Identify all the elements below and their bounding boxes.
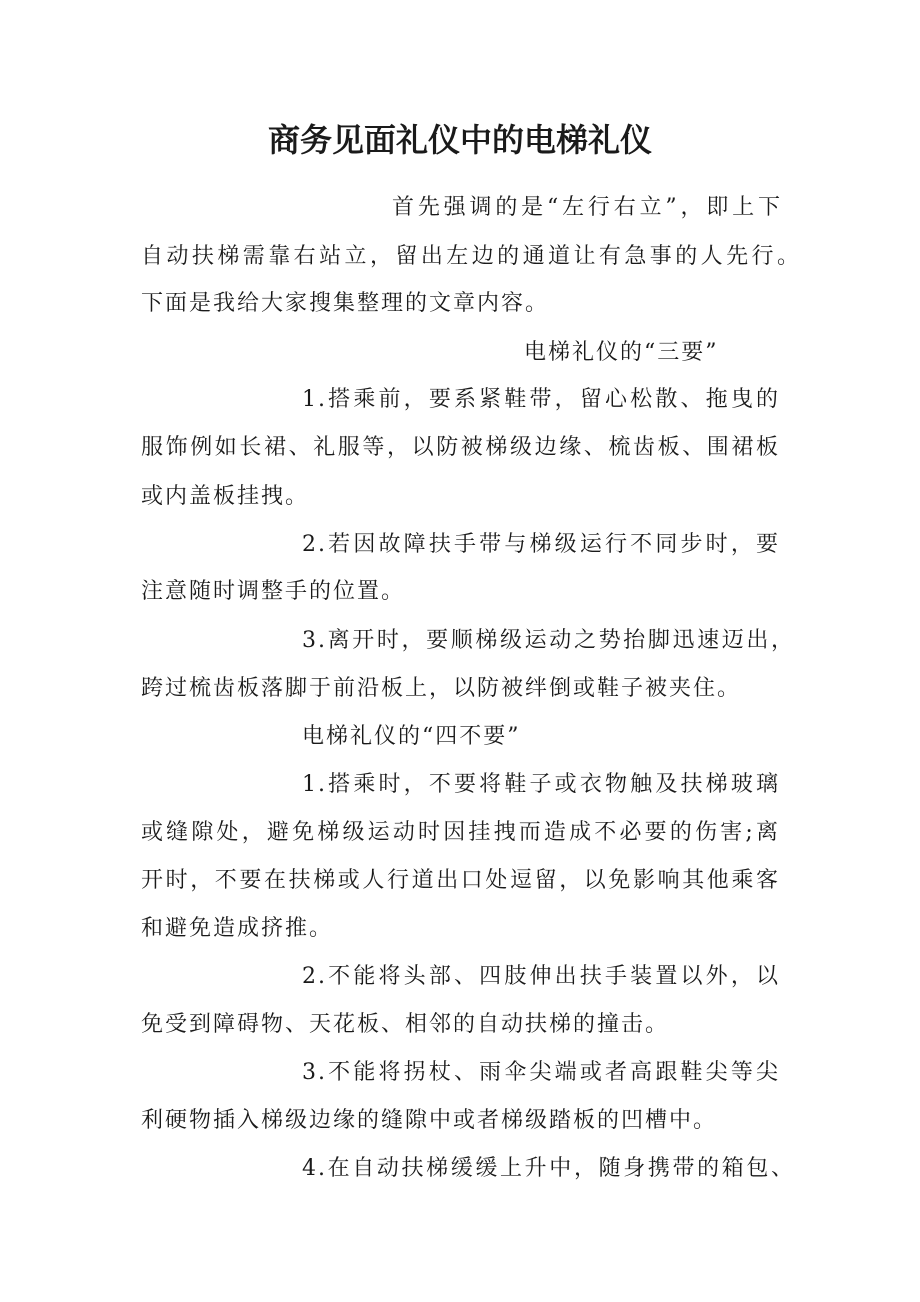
three-musts-item2-line1: 2.若因故障扶手带与梯级运行不同步时，要 [302,532,780,557]
four-donts-item2-line1: 2.不能将头部、四肢伸出扶手装置以外，以 [302,964,780,989]
three-musts-item3-line1: 3.离开时，要顺梯级运动之势抬脚迅速迈出， [302,628,795,653]
four-donts-item3-line1: 3.不能将拐杖、雨伞尖端或者高跟鞋尖等尖 [302,1060,780,1085]
three-musts-item1-line3: 或内盖板挂拽。 [141,484,310,509]
four-donts-item4-line1: 4.在自动扶梯缓缓上升中，随身携带的箱包、 [302,1156,795,1181]
intro-line-3: 下面是我给大家搜集整理的文章内容。 [141,291,550,316]
four-donts-item1-line3: 开时，不要在扶梯或人行道出口处逗留，以免影响其他乘客 [141,868,780,893]
intro-line-1: 首先强调的是“左行右立”，即上下 [392,195,782,220]
three-musts-item1-line1: 1.搭乘前，要系紧鞋带，留心松散、拖曳的 [302,387,780,412]
four-donts-item1-line2: 或缝隙处，避免梯级运动时因挂拽而造成不必要的伤害;离 [141,820,780,845]
three-musts-item1-line2: 服饰例如长裙、礼服等，以防被梯级边缘、梳齿板、围裙板 [141,435,780,460]
section-heading-three-musts: 电梯礼仪的“三要” [524,340,719,365]
document-title: 商务见面礼仪中的电梯礼仪 [267,121,652,159]
four-donts-item2-line2: 免受到障碍物、天花板、相邻的自动扶梯的撞击。 [141,1012,670,1037]
section-heading-four-donts: 电梯礼仪的“四不要” [302,724,521,749]
four-donts-item1-line1: 1.搭乘时，不要将鞋子或衣物触及扶梯玻璃 [302,772,780,797]
four-donts-item3-line2: 利硬物插入梯级边缘的缝隙中或者梯级踏板的凹槽中。 [141,1108,718,1133]
three-musts-item2-line2: 注意随时调整手的位置。 [141,579,406,604]
four-donts-item1-line4: 和避免造成挤推。 [141,916,334,941]
three-musts-item3-line2: 跨过梳齿板落脚于前沿板上，以防被绊倒或鞋子被夹住。 [141,676,742,701]
intro-line-2: 自动扶梯需靠右站立，留出左边的通道让有急事的人先行。 [141,244,801,269]
